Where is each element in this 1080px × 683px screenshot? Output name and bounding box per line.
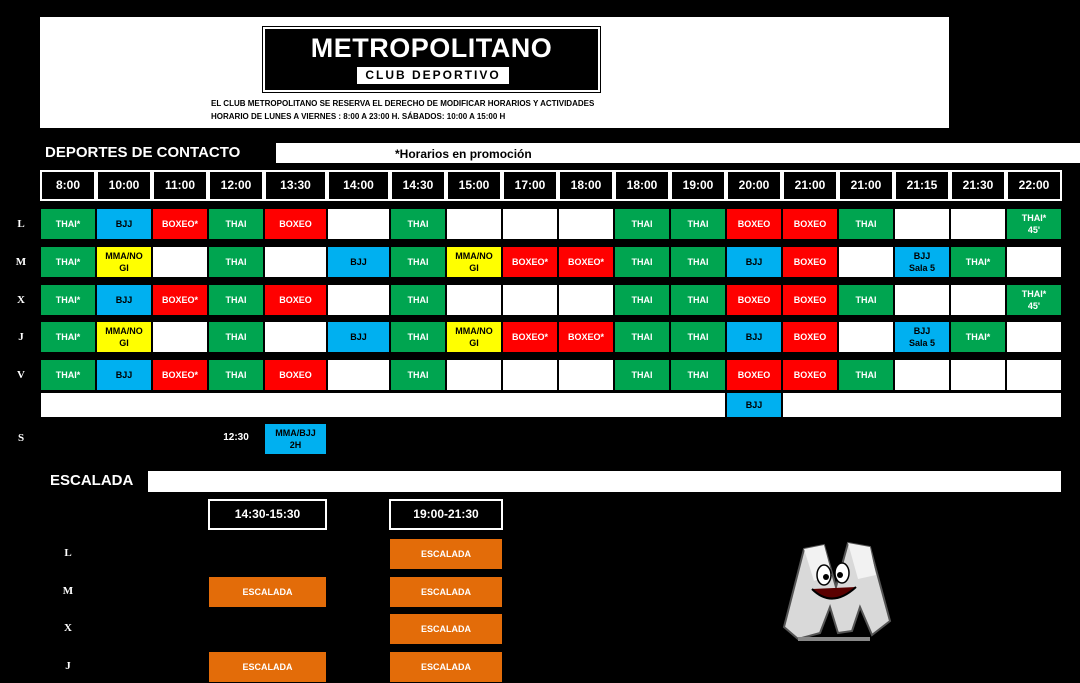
promo-note: *Horarios en promoción — [395, 147, 532, 161]
empty-slot — [838, 321, 894, 353]
empty-slot — [152, 246, 208, 278]
class-mma: MMA/NO GI — [446, 246, 502, 278]
climbing-day-M: M — [62, 585, 74, 597]
empty-slot — [446, 359, 502, 391]
class-mma: MMA/NO GI — [96, 321, 152, 353]
empty-slot — [502, 208, 558, 240]
saturday-class: MMA/BJJ 2H — [264, 423, 327, 455]
extra-row-empty — [40, 392, 726, 418]
class-boxeo: BOXEO — [264, 284, 327, 316]
day-label-saturday: S — [17, 432, 25, 444]
class-bjj: BJJ — [327, 321, 390, 353]
saturday-time: 12:30 — [223, 432, 249, 443]
climbing-class: ESCALADA — [389, 576, 503, 608]
empty-slot — [327, 208, 390, 240]
time-header-7: 15:00 — [446, 170, 502, 201]
class-boxeo: BOXEO — [726, 284, 782, 316]
empty-slot — [327, 284, 390, 316]
class-boxeo: BOXEO — [782, 321, 838, 353]
day-label-V: V — [17, 369, 25, 381]
time-header-2: 11:00 — [152, 170, 208, 201]
class-bjj: BJJ — [726, 321, 782, 353]
day-label-L: L — [17, 218, 25, 230]
time-header-12: 20:00 — [726, 170, 782, 201]
empty-slot — [894, 359, 950, 391]
time-header-14: 21:00 — [838, 170, 894, 201]
class-boxeo: BOXEO* — [558, 321, 614, 353]
class-thai: THAI — [614, 246, 670, 278]
class-bjj: BJJ — [96, 359, 152, 391]
class-bjj: BJJ — [327, 246, 390, 278]
empty-slot — [502, 359, 558, 391]
class-thai: THAI — [208, 246, 264, 278]
climbing-section-title: ESCALADA — [50, 472, 134, 489]
class-thai: THAI — [208, 284, 264, 316]
class-thai: THAI — [390, 321, 446, 353]
class-boxeo: BOXEO* — [152, 208, 208, 240]
class-boxeo: BOXEO — [264, 208, 327, 240]
class-boxeo: BOXEO* — [152, 284, 208, 316]
class-bjj: BJJ — [96, 208, 152, 240]
class-thai: THAI* — [40, 208, 96, 240]
class-boxeo: BOXEO* — [502, 246, 558, 278]
class-bjj: BJJ — [726, 392, 782, 418]
empty-slot — [264, 321, 327, 353]
class-boxeo: BOXEO — [264, 359, 327, 391]
empty-slot — [838, 246, 894, 278]
class-boxeo: BOXEO — [726, 359, 782, 391]
metropolitano-m-mascot-icon — [772, 535, 897, 645]
class-thai: THAI — [670, 359, 726, 391]
empty-slot — [558, 284, 614, 316]
empty-slot — [950, 208, 1006, 240]
class-thai: THAI — [390, 284, 446, 316]
empty-slot — [502, 284, 558, 316]
class-thai: THAI — [614, 208, 670, 240]
class-bjj: BJJ — [726, 246, 782, 278]
time-header-11: 19:00 — [670, 170, 726, 201]
notice-line-2: HORARIO DE LUNES A VIERNES : 8:00 A 23:00 H. SÁBADOS: 10:00 A 15:00 H — [211, 112, 506, 121]
class-bjj: BJJ Sala 5 — [894, 321, 950, 353]
climbing-class: ESCALADA — [208, 651, 327, 683]
class-bjj: BJJ Sala 5 — [894, 246, 950, 278]
empty-slot — [894, 284, 950, 316]
class-thai: THAI — [670, 246, 726, 278]
class-thai: THAI* — [950, 321, 1006, 353]
empty-slot — [446, 208, 502, 240]
notice-line-1: EL CLUB METROPOLITANO SE RESERVA EL DERECHO DE MODIFICAR HORARIOS Y ACTIVIDADES — [211, 99, 595, 108]
class-boxeo: BOXEO* — [152, 359, 208, 391]
class-thai: THAI — [390, 359, 446, 391]
time-header-17: 22:00 — [1006, 170, 1062, 201]
class-thai: THAI* — [950, 246, 1006, 278]
class-thai: THAI* — [40, 359, 96, 391]
class-boxeo: BOXEO — [782, 284, 838, 316]
class-thai: THAI — [208, 359, 264, 391]
class-thai: THAI* — [40, 321, 96, 353]
climbing-day-X: X — [64, 622, 72, 634]
empty-slot — [446, 284, 502, 316]
time-header-4: 13:30 — [264, 170, 327, 201]
class-thai: THAI — [208, 208, 264, 240]
climbing-day-J: J — [65, 660, 71, 672]
class-mma: MMA/NO GI — [96, 246, 152, 278]
class-thai: THAI — [208, 321, 264, 353]
class-thai: THAI — [838, 208, 894, 240]
logo-subtitle: CLUB DEPORTIVO — [357, 67, 509, 84]
day-label-J: J — [18, 331, 24, 343]
climbing-slot-header-2: 19:00-21:30 — [389, 499, 503, 530]
empty-slot — [558, 359, 614, 391]
class-boxeo: BOXEO — [782, 359, 838, 391]
empty-slot — [152, 321, 208, 353]
time-header-5: 14:00 — [327, 170, 390, 201]
time-header-10: 18:00 — [614, 170, 670, 201]
climbing-slot-header-1: 14:30-15:30 — [208, 499, 327, 530]
empty-slot — [264, 246, 327, 278]
class-thai: THAI* 45' — [1006, 284, 1062, 316]
class-boxeo: BOXEO — [782, 208, 838, 240]
time-header-8: 17:00 — [502, 170, 558, 201]
class-boxeo: BOXEO — [726, 208, 782, 240]
empty-slot — [1006, 359, 1062, 391]
empty-slot — [1006, 246, 1062, 278]
empty-slot — [950, 359, 1006, 391]
class-thai: THAI — [614, 359, 670, 391]
logo-title: METROPOLITANO — [310, 33, 553, 63]
climbing-section-bar — [40, 471, 1061, 492]
class-boxeo: BOXEO — [782, 246, 838, 278]
time-header-16: 21:30 — [950, 170, 1006, 201]
time-header-1: 10:00 — [96, 170, 152, 201]
class-thai: THAI* 45' — [1006, 208, 1062, 240]
climbing-class: ESCALADA — [389, 613, 503, 645]
time-header-0: 8:00 — [40, 170, 96, 201]
empty-slot — [894, 208, 950, 240]
class-boxeo: BOXEO* — [558, 246, 614, 278]
day-label-X: X — [17, 294, 25, 306]
class-thai: THAI — [614, 284, 670, 316]
class-thai: THAI — [838, 359, 894, 391]
day-label-M: M — [15, 256, 27, 268]
class-thai: THAI — [838, 284, 894, 316]
time-header-6: 14:30 — [390, 170, 446, 201]
empty-slot — [950, 284, 1006, 316]
class-thai: THAI — [614, 321, 670, 353]
empty-slot — [1006, 321, 1062, 353]
time-header-9: 18:00 — [558, 170, 614, 201]
climbing-class: ESCALADA — [389, 538, 503, 570]
climbing-day-L: L — [64, 547, 72, 559]
club-logo — [263, 27, 600, 92]
class-thai: THAI* — [40, 284, 96, 316]
class-thai: THAI — [390, 208, 446, 240]
class-thai: THAI — [390, 246, 446, 278]
time-header-3: 12:00 — [208, 170, 264, 201]
class-thai: THAI — [670, 321, 726, 353]
empty-slot — [558, 208, 614, 240]
class-thai: THAI* — [40, 246, 96, 278]
empty-slot — [327, 359, 390, 391]
extra-row-empty — [782, 392, 1062, 418]
climbing-class: ESCALADA — [389, 651, 503, 683]
class-thai: THAI — [670, 208, 726, 240]
class-bjj: BJJ — [96, 284, 152, 316]
class-boxeo: BOXEO* — [502, 321, 558, 353]
class-thai: THAI — [670, 284, 726, 316]
class-mma: MMA/NO GI — [446, 321, 502, 353]
contact-section-title: DEPORTES DE CONTACTO — [45, 144, 241, 161]
time-header-13: 21:00 — [782, 170, 838, 201]
climbing-class: ESCALADA — [208, 576, 327, 608]
time-header-15: 21:15 — [894, 170, 950, 201]
